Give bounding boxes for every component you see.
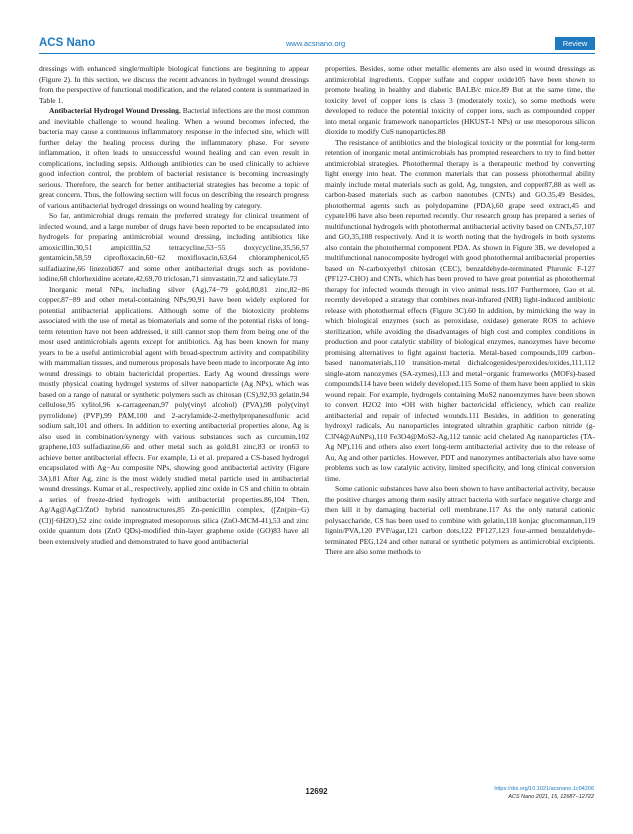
- section-lead: Antibacterial Hydrogel Wound Dressing.: [49, 106, 181, 115]
- header-rule: [39, 53, 595, 54]
- paragraph: Some cationic substances have also been shown to have antibacterial activity, because the positive charges among them easily attract bacteria with surface negative charge and then kill it by damaging bacterial cell membrane.117 As the only natural cationic polysaccharide, CS has been used to combine with gelatin,118 konjac glucomannan,119 lignin/PVA,120 PVP/agar,121 carbon dots,122 PF127,123 four-armed benzaldehyde-terminated PEG,124 and other natural or synthetic polymers as antimicrobial excipients. There are also some methods to: [325, 484, 595, 556]
- page-header: [39, 37, 595, 57]
- journal-name[interactable]: ACS Nano: [39, 37, 96, 49]
- paragraph: properties. Besides, some other metallic elements are also used in wound dressings as antimicrobial ingredients. Copper sulfate and copper oxide105 have been shown to promote healing in healthy and diabetic BALB/c mice.89 But at the same time, the toxicity level of copper ions is class 3 (moderately toxic), so some methods were developed to reduce the potential toxicity of copper ions, such as compounded copper into metal organic framework nanoparticles (HKUST-1 NPs) or use mesoporous silicon dioxide to modify CuS nanoparticles.88: [325, 64, 595, 136]
- paragraph: So far, antimicrobial drugs remain the preferred strategy for clinical treatment of infected wound, and a large number of drugs have been reported to be encapsulated into hydrogels for preparing antimicrobial wound dressing, including antibiotics like amoxicillin,30,51 ampicillin,52 tetracycline,53−55 doxycycline,35,56,57 gentamicin,58,59 ciprofloxacin,60−62 moxifloxacin,63,64 chloramphenicol,65 sulfadiazine,66 linezolid67 and some other antibacterial drugs such as povidone-iodine,68 chlorhexidine acetate,42,69,70 triclosan,71 simvastatin,72 and salicylate.73: [39, 211, 309, 283]
- paragraph: Inorganic metal NPs, including silver (Ag),74−79 gold,80,81 zinc,82−86 copper,87−89 and other metal-containing NPs,90,91 have been widely explored for potential antibacterial applications. Although some of the biotoxicity problems associated with the use of metal as biomaterials and some of the potential risks of long-term retention have not been addressed, it still cannot stop them from being one of the most used antimicrobials agents except for antibiotics. Ag has been known for many years to be a useful antimicrobial agent with broad-spectrum activity and compatibility with mammalian tissues, and numerous proposals have been made to incorporate Ag into wound dressings to obtain bactericidal properties. Early Ag wound dressings were mostly physical coating hydrogel systems of silver nanoparticle (Ag NPs), which was based on a range of natural or synthetic polymers such as chitosan (CS),92,93 gelatin,94 cellulose,95 xylitol,96 κ-carrageenan,97 poly(vinyl alcohol) (PVA),98 poly(vinyl pyrrolidone) (PVP),99 PAM,100 and 2-acrylamide-2-methylpropanesulfonic acid sodium salt,101 and others. In addition to exerting antibacterial properties alone, Ag is also used in combination/synergy with various substances such as curcumin,102 graphene,103 sulfadiazine,66 and other metal such as gold,81 zinc,83 or iron63 to achieve better antibacterial effects. For example, Li et al. prepared a CS-based hydrogel encapsulated with Ag−Au composite NPs, showing good antibacterial activity (Figure 3A).81 After Ag, zinc is the most widely studied metal particle used in antibacterial wound dressings. Kumar et al., respectively, applied zinc oxide in CS and chitin to obtain a series of freeze-dried hydrogels with antibacterial properties.86,104 Then, Ag/Ag@AgCl/ZnO hybrid nanostructures,85 Zn-penicillin complex, ([Zn(pin−G)(Cl)]·6H2O),52 zinc oxide impregnated mesoporous silica (ZnO-MCM-41),53 and zinc oxide quantum dots (ZnO QDs)-modified thin-layer graphene oxide (GO)83 have all been extensively studied and demonstrated to have good antibacterial: [39, 284, 309, 546]
- left-column: [39, 64, 309, 547]
- journal-website[interactable]: www.acsnano.org: [286, 39, 346, 48]
- paragraph-with-lead: [39, 106, 309, 211]
- page-number: 12692: [305, 787, 328, 796]
- citation: ACS Nano 2021, 15, 12687−12722: [508, 794, 594, 800]
- paragraph: dressings with enhanced single/multiple biological functions are beginning to appear (Figure 2). In this section, we discuss the recent advances in hydrogel wound dressings from the perspective of functional modification, and the related content is summarized in Table 1.: [39, 64, 309, 105]
- paragraph: The resistance of antibiotics and the biological toxicity or the potential for long-term retention of inorganic metal antimicrobials has prompted researchers to try to find better antimicrobial strategies. Photothermal therapy is a therapeutic method by converting light energy into heat. The common materials that can possess photothermal ability mainly include metal materials such as gold, Ag, tungsten, and copper87,88 as well as carbon-based materials such as carbon nanotubes (CNTs) and GO.35,49 Besides, photothermal agents such as polydopamine (PDA),60 grape seed extract,45 and cypate106 have also been reported recently. Our research group has prepared a series of multifunctional hydrogels with photothermal antibacterial activity based on CNTs,57,107 and GO,35,108 respectively. And it is worth noting that the hydrogels in both systems also contain the photothermal component PDA. As shown in Figure 3B, we developed a multifunctional nanocomposite hydrogel with good photothermal antibacterial properties based on N-carboxyethyl chitosan (CEC), benzaldehyde-terminated Pluronic F-127 (PF127-CHO) and CNTs, which has been proved to have great potential as photothermal therapy for infected wounds through in vivo animal tests.107 Furthermore, Gao et al. recently developed a strategy that combines near-infrared (NIR) light-induced antibiotic release with photothermal effects (Figure 3C).60 In addition, by mimicking the way in which biological enzymes (such as peroxidase, oxidase) generate ROS to achieve sterilization, while avoiding the disadvantages of high cost and complex conditions in production and poor catalytic stability of biological enzymes, nanozymes have become promising alternatives to fight against bacteria. Metal-based compounds,109 carbon-based nanomaterials,110 transition-metal dichalcogenides/peroxides/oxides,111,112 single-atom nanozymes (SA-zymes),113 and metal−organic frameworks (MOFs)-based compounds114 have been widely developed.115 Some of them have been applied to skin wound repair. For example, hydrogels containing MoS2 nanoenzymes have been shown to convert H2O2 into •OH with higher bactericidal efficiency, which can realize antibacterial and repair of infected wounds.111 Besides, in addition to generating hydroxyl radicals, Au nanoparticles integrated ultrathin graphitic carbon nitride (g-C3N4@AuNPs),110 Fe3O4@MoS2-Ag,112 tannic acid chelated Ag nanoparticles (TA-Ag NP),116 and others also exert long-term antibacterial activity due to the release of Au, Ag and other particles. However, PDT and nanozymes antibacterials also have some problems such as low catalytic activity, limited specificity, and long clinical conversion time.: [325, 137, 595, 483]
- right-column: [325, 64, 595, 558]
- doi-link[interactable]: https://doi.org/10.1021/acsnano.1c04206: [494, 786, 594, 792]
- article-type-badge: Review: [555, 37, 595, 50]
- paragraph: Bacterial infections are the most common and inevitable challenge to wound healing. When a wound becomes infected, the bacteria may cause a continuous inflammatory response in the infected site, which will further delay the healing process during the inflammatory phase. For severe inflammation, it often leads to unsuccessful wound healing and can even result in complications, including sepsis. Although antibiotics can be used clinically to achieve good infection control, the problem of bacterial resistance is becoming increasingly serious. Therefore, the search for better antibacterial strategies has become a topic of great concern. Thus, the following section will focus on describing the research progress of various antibacterial hydrogel dressings on wound healing by category.: [39, 106, 310, 210]
